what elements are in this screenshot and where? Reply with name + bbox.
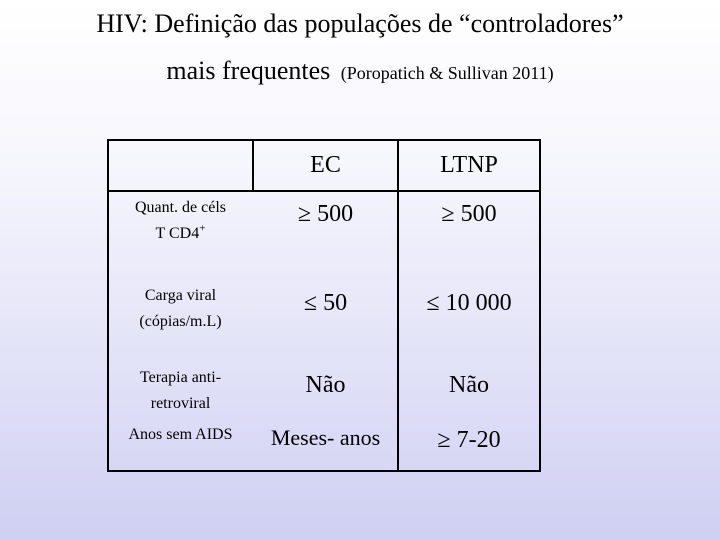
slide-title-line2 [0, 51, 720, 93]
row-label-viral-load-line2: (cópias/m.L) [139, 313, 222, 330]
row-label-cd4-line2 [135, 221, 226, 247]
cell-viral-load-ec: ≤ 50 [303, 289, 348, 316]
column-header-ltnp: LTNP [440, 152, 498, 178]
row-label-viral-load-line1: Carga viral [144, 287, 217, 304]
controllers-table [107, 139, 541, 472]
row-label-antiretroviral-therapy [109, 363, 252, 419]
cell-viral-load-ltnp: ≤ 10 000 [426, 289, 512, 316]
row-label-viral-load [109, 280, 252, 338]
row-label-cd4-superscript: + [199, 222, 206, 235]
cell-cd4-ec: ≥ 500 [297, 200, 354, 227]
column-header-ec: EC [310, 152, 341, 178]
row-label-art-line1: Terapia anti- [139, 369, 222, 386]
slide-title-line1: HIV: Definição das populações de “controladores” [96, 9, 624, 38]
row-label-cd4-line1: Quant. de céls [134, 199, 227, 216]
cell-cd4-ltnp: ≥ 500 [441, 200, 497, 227]
cell-years-ltnp: ≥ 7-20 [437, 426, 501, 453]
row-label-years-without-aids: Anos sem AIDS [128, 426, 233, 443]
cell-art-ltnp: Não [449, 371, 489, 398]
row-label-cd4 [109, 192, 252, 250]
row-label-cd4-text: T CD4 [155, 225, 200, 242]
cell-art-ec: Não [305, 371, 346, 398]
row-label-art-line2: retroviral [150, 395, 211, 412]
slide-title-main: mais frequentes [166, 56, 331, 85]
slide-title-reference: (Poropatich & Sullivan 2011) [340, 63, 554, 83]
cell-years-ec: Meses- anos [270, 425, 381, 450]
